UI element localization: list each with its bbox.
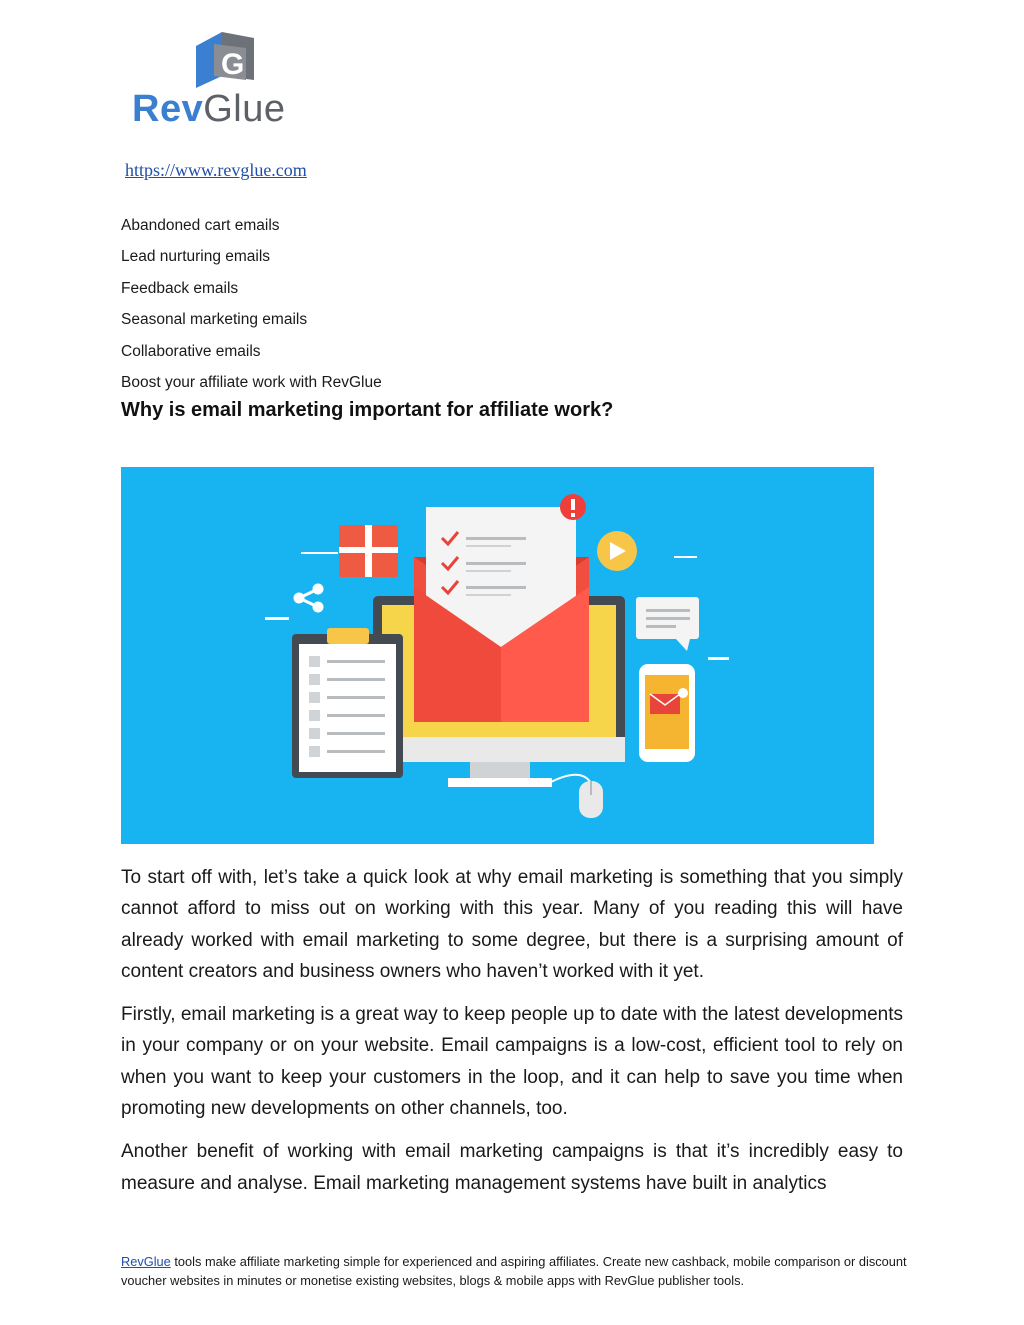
logo-mark-letter: G <box>221 48 245 81</box>
body-paragraph-1: To start off with, let’s take a quick look at why email marketing is something that you simply cannot afford to miss out on working with this year. Many of you reading this will have already worked with email marketing to some degree, but there is a surprising amount of content creators and business owners who haven’t worked with it yet. <box>121 867 903 982</box>
toc-item-boost-affiliate[interactable]: Boost your affiliate work with RevGlue <box>121 373 382 391</box>
revglue-logo <box>132 30 322 130</box>
toc-list <box>121 216 382 404</box>
toc-item-feedback[interactable]: Feedback emails <box>121 279 239 297</box>
clipboard-icon <box>292 628 403 778</box>
section-heading: Why is email marketing important for affiliate work? <box>121 399 614 421</box>
logo-wordmark-rev: Rev <box>132 88 204 130</box>
toc-item-seasonal[interactable]: Seasonal marketing emails <box>121 311 308 329</box>
email-marketing-illustration <box>121 467 874 844</box>
logo-wordmark-glue: Glue <box>203 88 286 130</box>
gift-icon <box>339 525 398 577</box>
phone-icon <box>639 664 695 762</box>
toc-item-collaborative[interactable]: Collaborative emails <box>121 342 261 360</box>
toc-item-lead-nurturing[interactable]: Lead nurturing emails <box>121 248 271 266</box>
envelope-icon <box>414 507 589 722</box>
footer-revglue-link[interactable]: RevGlue <box>121 1254 171 1269</box>
play-icon <box>597 531 637 571</box>
alert-icon <box>560 494 586 520</box>
body-paragraph-2: Firstly, email marketing is a great way to keep people up to date with the latest developments in your company or on your website. Email campaigns is a low-cost, efficient tool to rely on when you want to keep your customers in the loop, and it can help to save you time when promoting new developments on other channels, too. <box>121 1004 903 1120</box>
footer-text: tools make affiliate marketing simple for experienced and aspiring affiliates. Create new cashback, mobile comparison or discount voucher websites in minutes or monetise existing websites, blogs & mobile apps with RevGlue publisher tools. <box>121 1254 907 1288</box>
logo-wordmark <box>132 88 286 131</box>
hero-illustration <box>121 467 874 844</box>
article-body <box>121 862 903 1211</box>
revglue-g-logo-icon <box>192 30 260 90</box>
page-footer <box>121 1252 911 1290</box>
toc-item-abandoned-cart[interactable]: Abandoned cart emails <box>121 217 280 234</box>
mouse-icon <box>579 781 603 818</box>
site-url-link[interactable]: https://www.revglue.com <box>125 160 307 180</box>
body-paragraph-3: Another benefit of working with email marketing campaigns is that it’s incredibly easy to measure and analyse. Email marketing management systems have built in analytics <box>121 1141 903 1194</box>
